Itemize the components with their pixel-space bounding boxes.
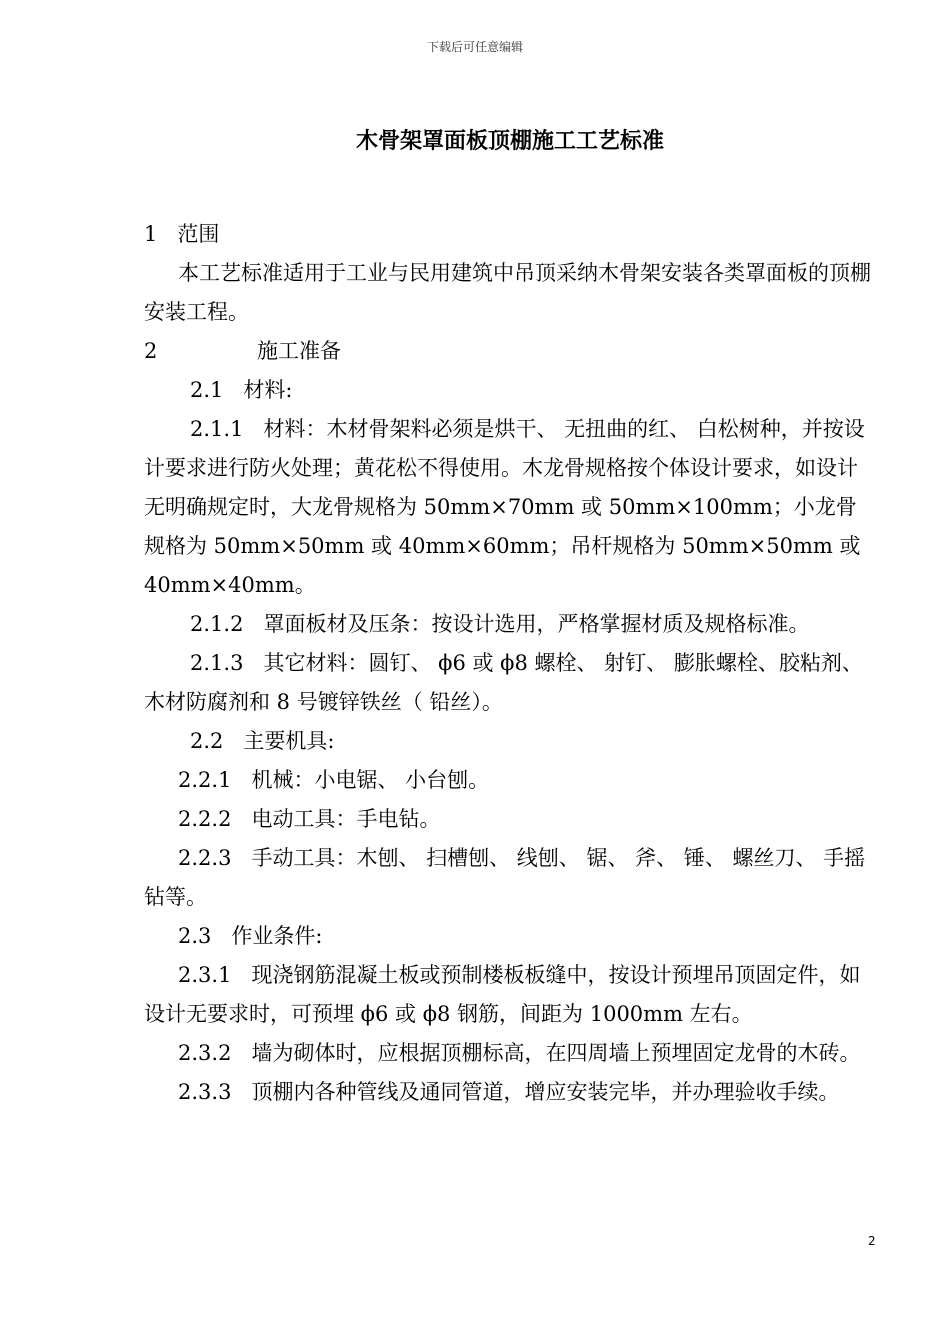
section-2-heading <box>144 332 872 371</box>
document-body <box>144 215 872 1112</box>
section-2-2-heading: 2.2 主要机具: <box>190 729 335 753</box>
section-1-body: 本工艺标准适用于工业与民用建筑中吊顶采纳木骨架安装各类罩面板的顶棚安装工程。 <box>144 261 871 324</box>
section-2-number: 2 <box>144 339 158 363</box>
section-2-1-2: 2.1.2 罩面板材及压条：按设计选用，严格掌握材质及规格标准。 <box>190 612 810 636</box>
section-1-heading: 1 范围 <box>144 222 220 246</box>
section-2-1-3: 2.1.3 其它材料：圆钉、 ϕ6 或 ϕ8 螺栓、 射钉、 膨胀螺栓、胶粘剂、 木材防腐剂和 8 号镀锌铁丝（ 铅丝）。 <box>144 651 870 714</box>
page-number: 2 <box>868 1234 876 1248</box>
section-2-2-2: 2.2.2 电动工具：手电钻。 <box>178 807 441 831</box>
section-2-1-1: 2.1.1 材料：木材骨架料必须是烘干、 无扭曲的红、 白松树种，并按设计要求进行防火处理；黄花松不得使用。木龙骨规格按个体设计要求，如设计无明确规定时，大龙骨规格为 50mm×70mm 或 50mm×100mm；小龙骨规格为 50mm×50mm 或 40mm×60mm；吊杆规格为 50mm×50mm 或 40mm×40mm。 <box>144 417 868 597</box>
section-2-1-heading: 2.1 材料: <box>190 378 293 402</box>
section-2-2-1: 2.2.1 机械：小电锯、 小台刨。 <box>178 768 490 792</box>
section-2-title: 施工准备 <box>257 339 341 363</box>
section-2-3-1: 2.3.1 现浇钢筋混凝土板或预制楼板板缝中，按设计预埋吊顶固定件，如设计无要求时，可预埋 ϕ6 或 ϕ8 钢筋，间距为 1000mm 左右。 <box>144 963 861 1026</box>
document-title: 木骨架罩面板顶棚施工工艺标准 <box>355 129 664 154</box>
section-2-2-3: 2.2.3 手动工具：木刨、 扫槽刨、 线刨、 锯、 斧、 锤、 螺丝刀、 手摇钻等。 <box>144 846 866 909</box>
section-2-3-heading: 2.3 作业条件: <box>178 924 323 948</box>
section-2-3-2: 2.3.2 墙为砌体时，应根据顶棚标高，在四周墙上预埋固定龙骨的木砖。 <box>178 1041 861 1065</box>
section-2-3-3: 2.3.3 顶棚内各种管线及通同管道，增应安装完毕，并办理验收手续。 <box>178 1080 840 1104</box>
page-header: 下载后可任意编辑 <box>426 40 523 54</box>
